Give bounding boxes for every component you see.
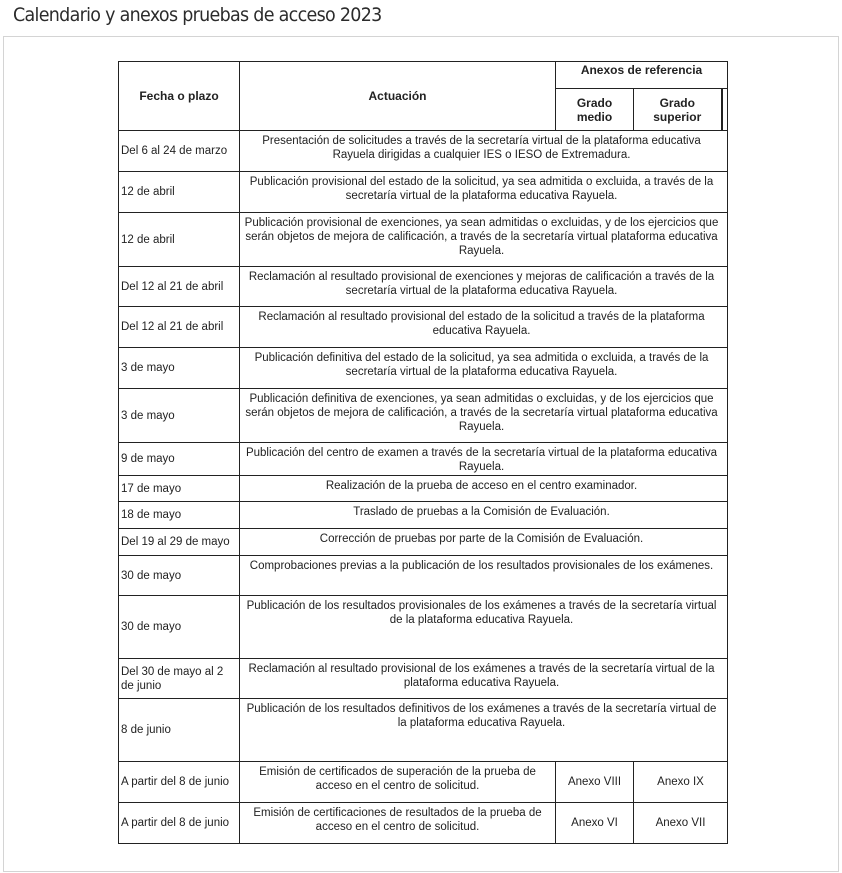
cell-fecha: 12 de abril <box>119 213 240 267</box>
page-title: Calendario y anexos pruebas de acceso 2023 <box>13 5 382 27</box>
cell-fecha: Del 12 al 21 de abril <box>119 267 240 307</box>
cell-actuacion: Reclamación al resultado provisional del estado de la solicitud a través de la plataforma educativa Rayuela. <box>240 307 728 348</box>
cell-fecha: Del 30 de mayo al 2 de junio <box>119 659 240 699</box>
cell-fecha: 30 de mayo <box>119 596 240 659</box>
cell-actuacion: Publicación del centro de examen a través de la secretaría virtual de la plataforma educativa Rayuela. <box>240 443 728 476</box>
cell-actuacion: Traslado de pruebas a la Comisión de Evaluación. <box>240 502 728 529</box>
cell-fecha: A partir del 8 de junio <box>119 762 240 803</box>
header-fecha: Fecha o plazo <box>119 62 240 131</box>
table-row <box>119 476 728 502</box>
header-grado-superior: Grado superior <box>634 89 722 131</box>
cell-grado-superior: Anexo VII <box>634 803 728 844</box>
calendar-table <box>118 61 728 844</box>
cell-fecha: Del 19 al 29 de mayo <box>119 529 240 556</box>
cell-fecha: Del 12 al 21 de abril <box>119 307 240 348</box>
cell-actuacion: Publicación de los resultados provisionales de los exámenes a través de la secretaría virtual de la plataforma educativa Rayuela. <box>240 596 728 659</box>
table-row <box>119 443 728 476</box>
cell-fecha: 8 de junio <box>119 699 240 762</box>
cell-fecha: 30 de mayo <box>119 556 240 596</box>
cell-fecha: Del 6 al 24 de marzo <box>119 131 240 172</box>
cell-fecha: 18 de mayo <box>119 502 240 529</box>
cell-actuacion: Corrección de pruebas por parte de la Comisión de Evaluación. <box>240 529 728 556</box>
table-row <box>119 267 728 307</box>
table-row <box>119 659 728 699</box>
table-row <box>119 803 728 844</box>
table-row <box>119 172 728 213</box>
cell-actuacion: Comprobaciones previas a la publicación de los resultados provisionales de los exámenes. <box>240 556 728 596</box>
table-row <box>119 131 728 172</box>
table-body <box>119 131 728 844</box>
table-row <box>119 596 728 659</box>
cell-actuacion: Emisión de certificados de superación de la prueba de acceso en el centro de solicitud. <box>240 762 556 803</box>
table-row <box>119 348 728 389</box>
header-anexos: Anexos de referencia <box>556 62 728 89</box>
table-row <box>119 529 728 556</box>
cell-fecha: 3 de mayo <box>119 348 240 389</box>
cell-fecha: 9 de mayo <box>119 443 240 476</box>
cell-actuacion: Publicación definitiva del estado de la solicitud, ya sea admitida o excluida, a través de la secretaría virtual de la plataforma educativa Rayuela. <box>240 348 728 389</box>
cell-actuacion: Publicación provisional del estado de la solicitud, ya sea admitida o excluida, a través de la secretaría virtual de la plataforma educativa Rayuela. <box>240 172 728 213</box>
cell-fecha: 3 de mayo <box>119 389 240 443</box>
table-row <box>119 762 728 803</box>
cell-fecha: A partir del 8 de junio <box>119 803 240 844</box>
cell-actuacion: Publicación definitiva de exenciones, ya sean admitidas o excluidas, y de los ejercicios que serán objetos de mejora de calificación, a través de la secretaría virtual plataforma educativa Rayuela. <box>240 389 728 443</box>
cell-actuacion: Publicación de los resultados definitivos de los exámenes a través de la secretaría virtual de la plataforma educativa Rayuela. <box>240 699 728 762</box>
cell-actuacion: Publicación provisional de exenciones, ya sean admitidas o excluidas, y de los ejercicios que serán objetos de mejora de calificación, a través de la secretaría virtual plataforma educativa Rayuela. <box>240 213 728 267</box>
table-row <box>119 502 728 529</box>
cell-grado-medio: Anexo VI <box>556 803 634 844</box>
cell-fecha: 12 de abril <box>119 172 240 213</box>
cell-actuacion: Reclamación al resultado provisional de exenciones y mejoras de calificación a través de la secretaría virtual de la plataforma educativa Rayuela. <box>240 267 728 307</box>
header-grado-medio: Grado medio <box>556 89 634 131</box>
cell-grado-superior: Anexo IX <box>634 762 728 803</box>
cell-actuacion: Presentación de solicitudes a través de la secretaría virtual de la plataforma educativa Rayuela dirigidas a cualquier IES o IESO de Extremadura. <box>240 131 728 172</box>
table-row <box>119 389 728 443</box>
cell-actuacion: Realización de la prueba de acceso en el centro examinador. <box>240 476 728 502</box>
header-actuacion: Actuación <box>240 62 556 131</box>
header-spacer <box>722 89 728 131</box>
table-row <box>119 213 728 267</box>
table-row <box>119 556 728 596</box>
table-row <box>119 307 728 348</box>
cell-actuacion: Reclamación al resultado provisional de los exámenes a través de la secretaría virtual de la plataforma educativa Rayuela. <box>240 659 728 699</box>
cell-actuacion: Emisión de certificaciones de resultados de la prueba de acceso en el centro de solicitud. <box>240 803 556 844</box>
table-row <box>119 699 728 762</box>
cell-fecha: 17 de mayo <box>119 476 240 502</box>
cell-grado-medio: Anexo VIII <box>556 762 634 803</box>
